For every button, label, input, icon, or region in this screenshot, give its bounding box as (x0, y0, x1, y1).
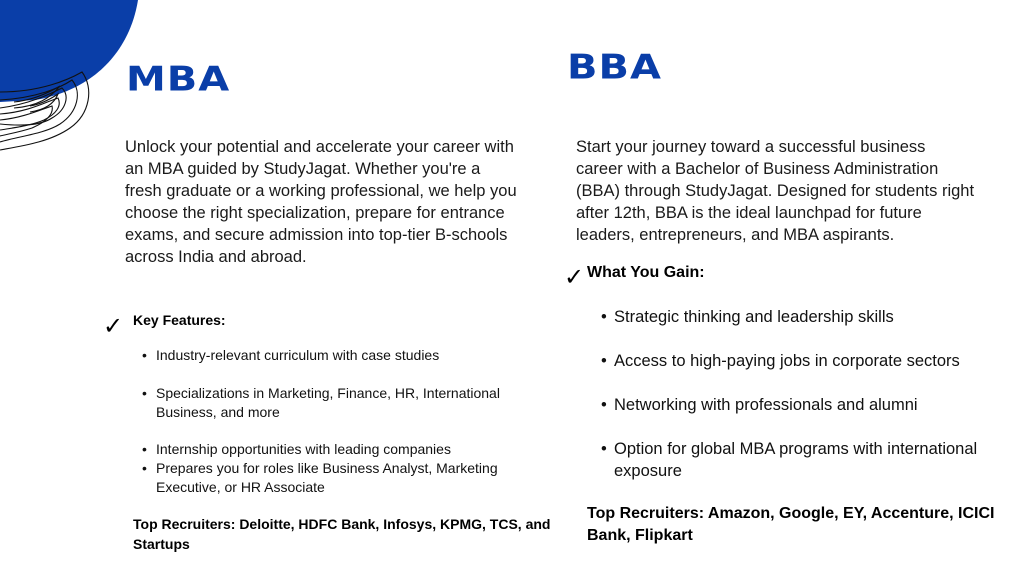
list-item: • Industry-relevant curriculum with case studies (140, 346, 536, 365)
mba-title: MBA (126, 60, 231, 100)
list-item: • Internship opportunities with leading companies (140, 440, 536, 459)
bba-description: Start your journey toward a successful business career with a Bachelor of Business Administration (BBA) through StudyJagat. Designed for students right after 12th, BBA is the ideal launchpad for future leaders, entrepreneurs, and MBA aspirants. (576, 138, 975, 244)
bba-gain-heading: What You Gain: (587, 264, 705, 281)
checkmark-icon: ✓ (564, 263, 585, 291)
mba-recruiters: Top Recruiters: Deloitte, HDFC Bank, Infosys, KPMG, TCS, and Startups (133, 516, 551, 552)
list-item: • Strategic thinking and leadership skills (599, 306, 1014, 328)
list-item: • Option for global MBA programs with international exposure (599, 438, 1014, 482)
list-item: • Networking with professionals and alumni (599, 394, 1014, 416)
mba-features-heading: Key Features: (133, 312, 226, 328)
bba-title: BBA (567, 48, 662, 88)
list-item: • Access to high-paying jobs in corporate sectors (599, 350, 1014, 372)
mba-description: Unlock your potential and accelerate your career with an MBA guided by StudyJagat. Whether you're a fresh graduate or a working professional, we help you choose the right specialization, prepare for entrance exams, and secure admission into top-tier B-schools across India and abroad. (125, 138, 517, 266)
bba-recruiters: Top Recruiters: Amazon, Google, EY, Accenture, ICICI Bank, Flipkart (587, 505, 995, 544)
checkmark-icon: ✓ (103, 312, 124, 340)
list-item: • Prepares you for roles like Business Analyst, Marketing Executive, or HR Associate (140, 459, 536, 497)
list-item: • Specializations in Marketing, Finance, HR, International Business, and more (140, 384, 536, 422)
